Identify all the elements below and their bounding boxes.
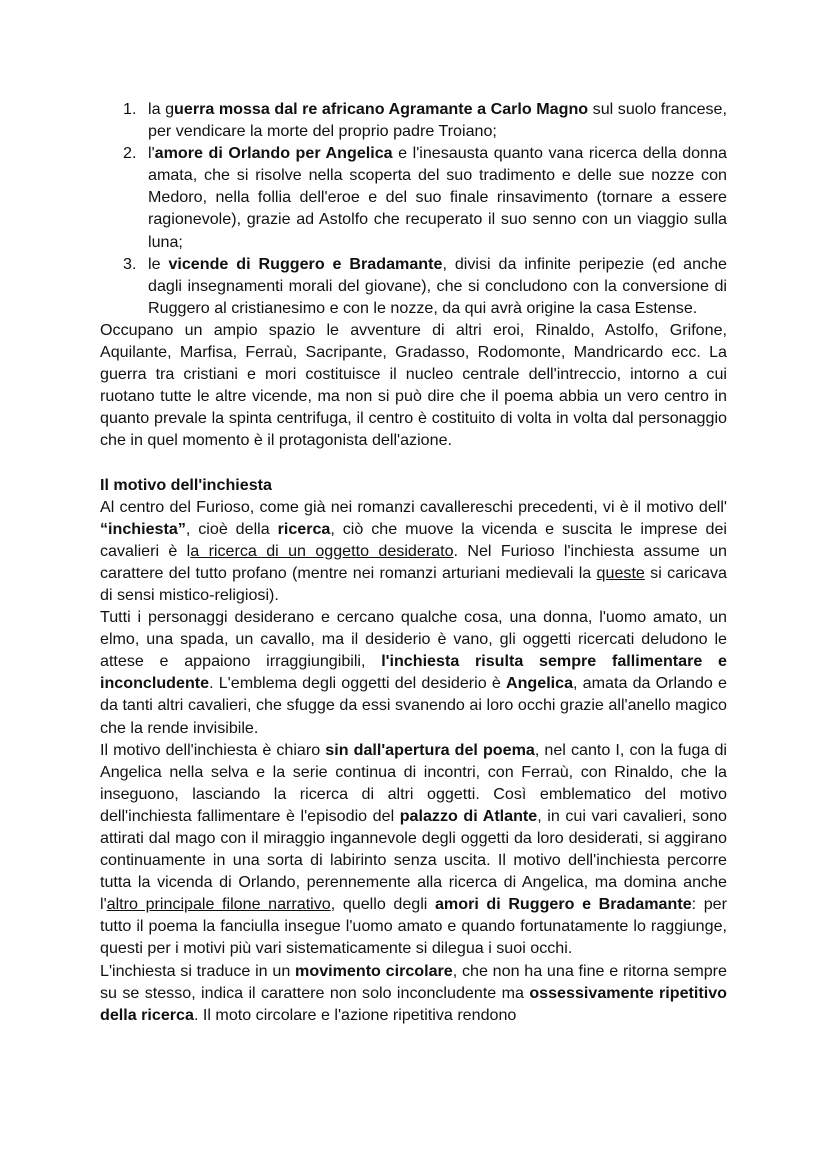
text-run: , quello degli: [330, 895, 435, 914]
body-paragraph: [100, 606, 727, 739]
list-item: [123, 98, 727, 142]
text-run: sul suolo francese, per vendicare la morte del proprio padre Troiano;: [148, 100, 727, 141]
bold-text: sin dall'apertura del poema: [325, 740, 535, 759]
text-run: l': [148, 144, 155, 163]
bold-text: ricerca: [277, 519, 331, 538]
list-item-text: [148, 100, 727, 140]
bold-text: uerra mossa dal re africano Agramante a Carlo Magno: [174, 100, 589, 118]
bold-text: Angelica: [505, 674, 574, 693]
section-heading: Il motivo dell'inchiesta: [100, 475, 272, 494]
body-paragraph: [100, 739, 727, 960]
bold-text: amore di Orlando per Angelica: [154, 144, 393, 163]
bold-text: palazzo di Atlante: [399, 806, 538, 825]
list-number: 1.: [123, 100, 137, 118]
intro-paragraph: Occupano un ampio spazio le avventure di altri eroi, Rinaldo, Astolfo, Grifone, Aquilante, Marfisa, Ferraù, Sacripante, Gradasso, Rodomonte, Mandricardo ecc. La guerra tra cristiani e mori costituisce il nucleo centrale dell'intreccio, intorno a cui ruotano tutte le altre vicende, ma non si può dire che il poema abbia un vero centro in quanto prevale la spinta centrifuga, il centro è costituito di volta in volta dal personaggio che in quel momento è il protagonista dell'azione.: [100, 320, 727, 450]
text-run: . Nel Furioso l'inchiesta assume un carattere del tutto profano (mentre nei romanzi arturiani medievali la: [100, 541, 727, 582]
text-run: : per tutto il poema la fanciulla insegue l'uomo amato e quando fortunatamente lo raggiunge, questi per i motivi più vari sistematicamente si dilegua i suoi occhi.: [100, 895, 727, 958]
list-item-text: [148, 144, 727, 250]
list-number: 2.: [123, 144, 137, 163]
underlined-text: queste: [596, 563, 645, 582]
underlined-text: altro principale filone narrativo: [106, 895, 331, 914]
text-run: Tutti i personaggi desiderano e cercano qualche cosa, una donna, l'uomo amato, un elmo, una spada, un cavallo, ma il desiderio è vano, gli oggetti ricercati deludono le attese e appaiono irraggiungibili,: [100, 608, 727, 671]
text-run: , nel canto I, con la fuga di Angelica nella selva e la serie continua di incontri, con Ferraù, con Rinaldo, che la inseguono, lasciando la ricerca di altri oggetti. Così emblematico del motivo dell'inchiesta fallimentare è l'episodio del: [100, 740, 728, 825]
list-item: [123, 142, 727, 252]
bold-text: ossessivamente ripetitivo della ricerca: [100, 983, 727, 1024]
text-run: , amata da Orlando e da tanti altri cavalieri, che sfugge da essi svanendo ai loro occhi grazie all'anello magico che la rende invisibile.: [100, 674, 727, 737]
body-paragraph: [100, 496, 727, 606]
text-run: . L'emblema degli oggetti del desiderio è: [209, 674, 506, 693]
underlined-text: a ricerca di un oggetto desiderato: [190, 541, 454, 560]
bold-text: “inchiesta”: [100, 519, 186, 538]
list-number: 3.: [123, 254, 137, 273]
text-run: , cioè della: [185, 519, 278, 538]
text-run: L'inchiesta si traduce in un: [100, 961, 296, 980]
plot-threads-list: [100, 98, 727, 319]
list-item: [123, 253, 727, 319]
text-run: la g: [148, 100, 175, 118]
text-run: e l'inesausta quanto vana ricerca della donna amata, che si risolve nella scoperta del suo tradimento e delle sue nozze con Medoro, nella follia dell'eroe e del suo finale rinsavimento (tornare a essere ragionevole), grazie ad Astolfo che recuperato il suo senno con un viaggio sulla luna;: [148, 144, 727, 251]
text-run: Al centro del Furioso, come già nei romanzi cavallereschi precedenti, vi è il motivo dell': [100, 497, 727, 516]
text-run: , ciò che muove la vicenda e suscita le imprese dei cavalieri è l: [100, 519, 727, 560]
text-run: . Il moto circolare e l'azione ripetitiva rendono: [193, 1005, 517, 1024]
body-paragraph: [100, 960, 727, 1026]
text-run: le: [148, 254, 169, 273]
text-run: si caricava di sensi mistico-religiosi).: [100, 563, 727, 604]
bold-text: vicende di Ruggero e Bradamante: [168, 254, 443, 273]
bold-text: movimento circolare: [295, 961, 453, 980]
document-page: [100, 98, 727, 1026]
text-run: , che non ha una fine e ritorna sempre su se stesso, indica il carattere non solo inconcludente ma: [100, 961, 727, 1002]
text-run: , divisi da infinite peripezie (ed anche dagli insegnamenti morali del giovane), che si concludono con la conversione di Ruggero al cristianesimo e con le nozze, da qui avrà origine la casa Estense.: [148, 254, 727, 317]
text-run: , in cui vari cavalieri, sono attirati dal mago con il miraggio ingannevole degli oggetti da loro desiderati, si aggirano continuamente in una sorta di labirinto senza uscita. Il motivo dell'inchiesta percorre tutta la vicenda di Orlando, perennemente alla ricerca di Angelica, ma domina anche l': [100, 806, 728, 914]
list-item-text: [148, 255, 727, 317]
bold-text: amori di Ruggero e Bradamante: [434, 895, 692, 914]
text-run: Il motivo dell'inchiesta è chiaro: [100, 740, 326, 759]
bold-text: l'inchiesta risulta sempre fallimentare e inconcludente: [100, 652, 727, 693]
